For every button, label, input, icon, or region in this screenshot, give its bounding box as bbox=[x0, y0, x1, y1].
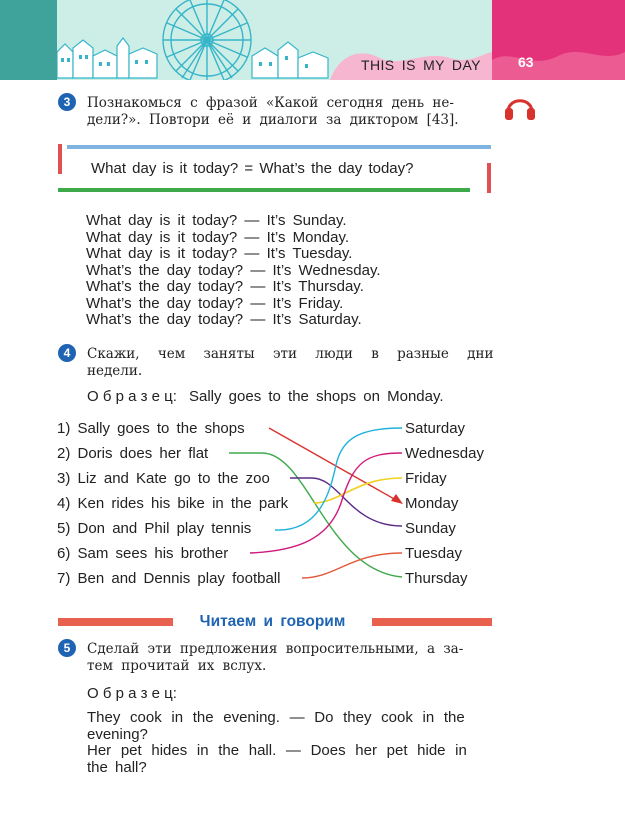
match-line-liz-sunday bbox=[290, 478, 402, 526]
dialogue-line: What’s the day today? — It’s Wednesday. bbox=[86, 261, 381, 279]
dialogue-line: What’s the day today? — It’s Friday. bbox=[86, 294, 344, 312]
sentence-item: 2) Doris does her flat bbox=[57, 445, 209, 462]
exercise-5-example1-line1: They cook in the evening. — Do they cook in the bbox=[87, 709, 465, 726]
dialogue-line: What day is it today? — It’s Tuesday. bbox=[86, 245, 353, 262]
sentence-item: 6) Sam sees his brother bbox=[57, 545, 229, 562]
exercise-4-example-text: Sally goes to the shops on Monday. bbox=[189, 388, 444, 405]
day-item: Tuesday bbox=[405, 545, 462, 562]
exercise-3-badge: 3 bbox=[58, 93, 76, 111]
day-item: Thursday bbox=[405, 570, 468, 587]
match-line-ken-friday bbox=[314, 478, 402, 503]
exercise-5-example2-line2: the hall? bbox=[87, 759, 147, 776]
section-bar-left bbox=[58, 618, 173, 626]
sentence-item: 1) Sally goes to the shops bbox=[57, 420, 245, 437]
sentence-item: 4) Ken rides his bike in the park bbox=[57, 495, 289, 512]
exercise-5-example-label: О б р а з е ц: bbox=[87, 685, 177, 702]
sentence-item: 3) Liz and Kate go to the zoo bbox=[57, 470, 270, 487]
day-item: Monday bbox=[405, 495, 459, 512]
dialogue-line: What’s the day today? — It’s Thursday. bbox=[86, 278, 364, 295]
section-banner bbox=[58, 612, 492, 632]
exercise-5-example2-line1: Her pet hides in the hall. — Does her pet hide in bbox=[87, 742, 467, 759]
match-line-sally-monday bbox=[269, 428, 396, 500]
exercise-5-instruction-line1: Сделай эти предложения вопросительными, а за- bbox=[87, 641, 464, 657]
exercise-3-instruction-line2: дели?». Повтори её и диалоги за диктором [43]. bbox=[87, 112, 459, 128]
exercise-4-instruction-line1: Скажи, чем заняты эти люди в разные дни bbox=[87, 346, 494, 362]
sentence-item: 7) Ben and Dennis play football bbox=[57, 570, 281, 587]
exercise-5-instruction-line2: тем прочитай их вслух. bbox=[87, 658, 267, 674]
day-item: Wednesday bbox=[405, 445, 484, 462]
key-phrase: What day is it today? = What’s the day today? bbox=[91, 160, 414, 177]
exercise-4-example-label: О б р а з е ц: bbox=[87, 388, 177, 405]
dialogue-line: What’s the day today? — It’s Saturday. bbox=[86, 311, 362, 328]
section-bar-right bbox=[372, 618, 492, 626]
section-title: Читаем и говорим bbox=[199, 613, 346, 630]
exercise-5-example1-line2: evening? bbox=[87, 726, 148, 743]
header-title: THIS IS MY DAY bbox=[361, 57, 481, 73]
exercise-3-instruction-line1: Познакомься с фразой «Какой сегодня день не- bbox=[87, 95, 454, 111]
dialogue-line: What day is it today? — It’s Monday. bbox=[86, 228, 350, 246]
exercise-5-badge: 5 bbox=[58, 639, 76, 657]
arrow-head bbox=[391, 494, 403, 504]
day-item: Saturday bbox=[405, 420, 466, 437]
page-number: 63 bbox=[518, 54, 534, 70]
exercise-4-badge: 4 bbox=[58, 344, 76, 362]
day-item: Sunday bbox=[405, 520, 456, 537]
sentence-item: 5) Don and Phil play tennis bbox=[57, 520, 252, 537]
dialogue-line: What day is it today? — It’s Sunday. bbox=[86, 212, 347, 229]
day-item: Friday bbox=[405, 470, 447, 487]
exercise-4-instruction-line2: недели. bbox=[87, 363, 143, 379]
